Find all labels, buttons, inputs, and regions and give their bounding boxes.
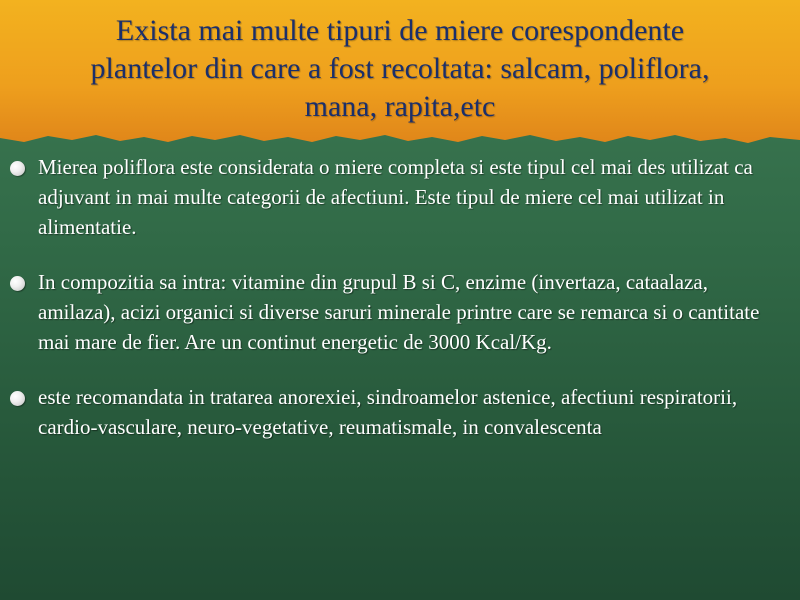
slide-title <box>30 12 770 126</box>
title-line-3: mana, rapita,etc <box>304 90 496 123</box>
bullet-text: este recomandata in tratarea anorexiei, sindroamelor astenice, afectiuni respiratorii, cardio-vasculare, neuro-vegetative, reumatismale, in convalescenta <box>38 385 738 439</box>
bullet-item-recomandari <box>8 382 788 442</box>
title-line-1: Exista mai multe tipuri de miere corespondente <box>115 14 685 47</box>
bullet-text: In compozitia sa intra: vitamine din grupul B si C, enzime (invertaza, cataalaza, amilaza), acizi organici si diverse saruri minerale printre care se remarca si o cantitate mai mare de fier. Are un continut energetic de 3000 Kcal/Kg. <box>38 270 760 354</box>
bullet-dot-icon <box>10 161 25 176</box>
bullet-dot-icon <box>10 276 25 291</box>
bullet-item-compozitie <box>8 267 788 357</box>
bullet-list <box>8 152 788 442</box>
title-line-2: plantelor din care a fost recoltata: salcam, poliflora, <box>90 52 710 85</box>
bullet-dot-icon <box>10 391 25 406</box>
bullet-text: Mierea poliflora este considerata o miere completa si este tipul cel mai des utilizat ca adjuvant in mai multe categorii de afectiuni. Este tipul de miere cel mai utilizat in alimentatie. <box>38 155 753 239</box>
bullet-item-poliflora <box>8 152 788 242</box>
